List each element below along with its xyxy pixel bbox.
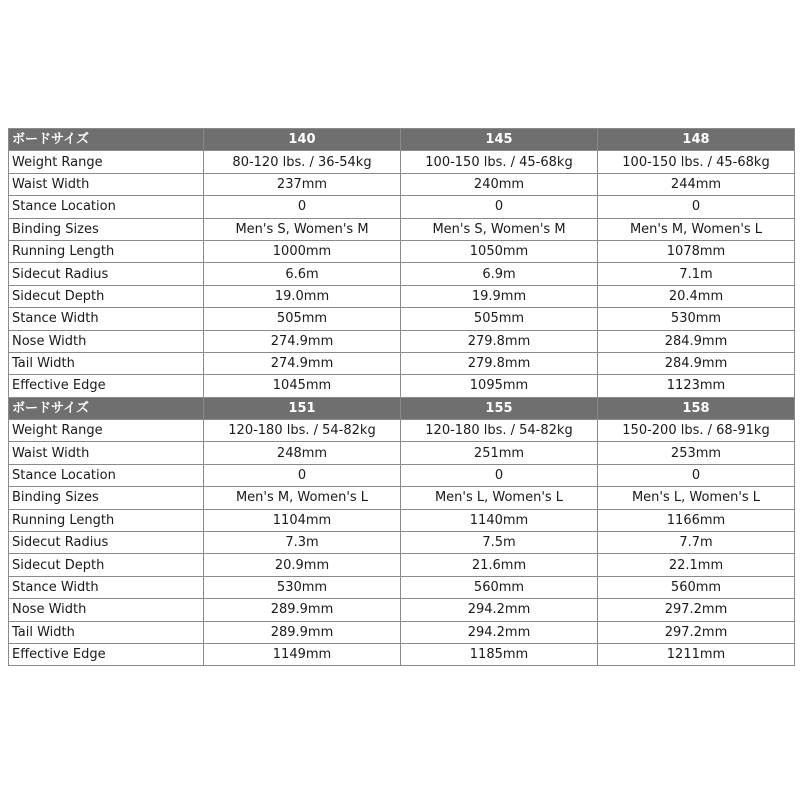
spec-row bbox=[9, 352, 795, 374]
board-size-header: 145 bbox=[401, 129, 598, 151]
spec-label: Binding Sizes bbox=[9, 218, 204, 240]
spec-value: 1211mm bbox=[598, 643, 795, 665]
board-size-header: 148 bbox=[598, 129, 795, 151]
spec-label: Stance Location bbox=[9, 196, 204, 218]
spec-value: 240mm bbox=[401, 173, 598, 195]
spec-label: Sidecut Radius bbox=[9, 532, 204, 554]
spec-value: 560mm bbox=[401, 576, 598, 598]
spec-row bbox=[9, 509, 795, 531]
spec-value: 1185mm bbox=[401, 643, 598, 665]
spec-value: 251mm bbox=[401, 442, 598, 464]
spec-value: 0 bbox=[401, 464, 598, 486]
spec-row bbox=[9, 599, 795, 621]
spec-value: 289.9mm bbox=[204, 621, 401, 643]
board-size-header-label: ボードサイズ bbox=[9, 129, 204, 151]
spec-value: 1104mm bbox=[204, 509, 401, 531]
spec-label: Effective Edge bbox=[9, 643, 204, 665]
spec-value: Men's M, Women's L bbox=[204, 487, 401, 509]
spec-value: 1149mm bbox=[204, 643, 401, 665]
spec-value: 19.0mm bbox=[204, 285, 401, 307]
spec-value: 248mm bbox=[204, 442, 401, 464]
spec-label: Nose Width bbox=[9, 599, 204, 621]
spec-row bbox=[9, 464, 795, 486]
spec-value: 244mm bbox=[598, 173, 795, 195]
spec-value: 0 bbox=[401, 196, 598, 218]
spec-value: 0 bbox=[598, 196, 795, 218]
spec-value: 294.2mm bbox=[401, 599, 598, 621]
board-size-header: 158 bbox=[598, 397, 795, 419]
spec-label: Running Length bbox=[9, 240, 204, 262]
spec-value: 279.8mm bbox=[401, 352, 598, 374]
spec-value: 297.2mm bbox=[598, 599, 795, 621]
spec-label: Waist Width bbox=[9, 173, 204, 195]
spec-table-body bbox=[9, 129, 795, 666]
spec-row bbox=[9, 532, 795, 554]
spec-value: 6.9m bbox=[401, 263, 598, 285]
spec-row bbox=[9, 576, 795, 598]
spec-label: Binding Sizes bbox=[9, 487, 204, 509]
spec-value: 0 bbox=[204, 464, 401, 486]
spec-value: 21.6mm bbox=[401, 554, 598, 576]
spec-value: Men's M, Women's L bbox=[598, 218, 795, 240]
spec-value: 120-180 lbs. / 54-82kg bbox=[204, 420, 401, 442]
spec-row bbox=[9, 196, 795, 218]
spec-value: 7.7m bbox=[598, 532, 795, 554]
spec-value: 237mm bbox=[204, 173, 401, 195]
spec-row bbox=[9, 330, 795, 352]
spec-value: 0 bbox=[598, 464, 795, 486]
spec-row bbox=[9, 218, 795, 240]
spec-label: Tail Width bbox=[9, 621, 204, 643]
spec-value: 530mm bbox=[204, 576, 401, 598]
spec-label: Stance Width bbox=[9, 308, 204, 330]
spec-value: 560mm bbox=[598, 576, 795, 598]
spec-value: 100-150 lbs. / 45-68kg bbox=[598, 151, 795, 173]
spec-row bbox=[9, 442, 795, 464]
spec-value: 1000mm bbox=[204, 240, 401, 262]
size-header-row bbox=[9, 129, 795, 151]
spec-row bbox=[9, 308, 795, 330]
spec-row bbox=[9, 240, 795, 262]
spec-value: 1050mm bbox=[401, 240, 598, 262]
spec-label: Stance Width bbox=[9, 576, 204, 598]
spec-label: Sidecut Depth bbox=[9, 285, 204, 307]
spec-table bbox=[8, 128, 795, 666]
spec-row bbox=[9, 420, 795, 442]
spec-label: Waist Width bbox=[9, 442, 204, 464]
spec-value: 7.3m bbox=[204, 532, 401, 554]
spec-label: Nose Width bbox=[9, 330, 204, 352]
spec-label: Stance Location bbox=[9, 464, 204, 486]
spec-value: 19.9mm bbox=[401, 285, 598, 307]
spec-value: 289.9mm bbox=[204, 599, 401, 621]
spec-label: Weight Range bbox=[9, 151, 204, 173]
spec-label: Sidecut Radius bbox=[9, 263, 204, 285]
board-size-header: 151 bbox=[204, 397, 401, 419]
spec-value: 294.2mm bbox=[401, 621, 598, 643]
spec-value: 505mm bbox=[401, 308, 598, 330]
spec-value: 7.1m bbox=[598, 263, 795, 285]
spec-value: 7.5m bbox=[401, 532, 598, 554]
spec-label: Weight Range bbox=[9, 420, 204, 442]
spec-value: Men's S, Women's M bbox=[204, 218, 401, 240]
spec-label: Tail Width bbox=[9, 352, 204, 374]
spec-value: Men's S, Women's M bbox=[401, 218, 598, 240]
spec-value: 80-120 lbs. / 36-54kg bbox=[204, 151, 401, 173]
spec-row bbox=[9, 554, 795, 576]
size-header-row bbox=[9, 397, 795, 419]
spec-value: 284.9mm bbox=[598, 352, 795, 374]
spec-row bbox=[9, 643, 795, 665]
spec-value: 1166mm bbox=[598, 509, 795, 531]
spec-value: Men's L, Women's L bbox=[598, 487, 795, 509]
spec-value: 1095mm bbox=[401, 375, 598, 397]
spec-value: 0 bbox=[204, 196, 401, 218]
spec-value: 253mm bbox=[598, 442, 795, 464]
spec-value: 530mm bbox=[598, 308, 795, 330]
spec-value: 120-180 lbs. / 54-82kg bbox=[401, 420, 598, 442]
board-size-header-label: ボードサイズ bbox=[9, 397, 204, 419]
spec-value: 284.9mm bbox=[598, 330, 795, 352]
spec-value: 20.4mm bbox=[598, 285, 795, 307]
spec-value: 1078mm bbox=[598, 240, 795, 262]
spec-row bbox=[9, 285, 795, 307]
spec-value: 20.9mm bbox=[204, 554, 401, 576]
spec-value: 22.1mm bbox=[598, 554, 795, 576]
spec-value: 1123mm bbox=[598, 375, 795, 397]
spec-value: 1045mm bbox=[204, 375, 401, 397]
spec-value: 1140mm bbox=[401, 509, 598, 531]
spec-row bbox=[9, 263, 795, 285]
spec-row bbox=[9, 375, 795, 397]
spec-value: 274.9mm bbox=[204, 330, 401, 352]
spec-row bbox=[9, 151, 795, 173]
spec-row bbox=[9, 173, 795, 195]
board-size-header: 155 bbox=[401, 397, 598, 419]
spec-value: 150-200 lbs. / 68-91kg bbox=[598, 420, 795, 442]
spec-value: 100-150 lbs. / 45-68kg bbox=[401, 151, 598, 173]
spec-value: 297.2mm bbox=[598, 621, 795, 643]
spec-row bbox=[9, 487, 795, 509]
spec-value: 279.8mm bbox=[401, 330, 598, 352]
spec-value: 505mm bbox=[204, 308, 401, 330]
spec-value: 274.9mm bbox=[204, 352, 401, 374]
spec-row bbox=[9, 621, 795, 643]
spec-label: Sidecut Depth bbox=[9, 554, 204, 576]
spec-value: Men's L, Women's L bbox=[401, 487, 598, 509]
spec-label: Effective Edge bbox=[9, 375, 204, 397]
board-size-header: 140 bbox=[204, 129, 401, 151]
spec-label: Running Length bbox=[9, 509, 204, 531]
spec-value: 6.6m bbox=[204, 263, 401, 285]
